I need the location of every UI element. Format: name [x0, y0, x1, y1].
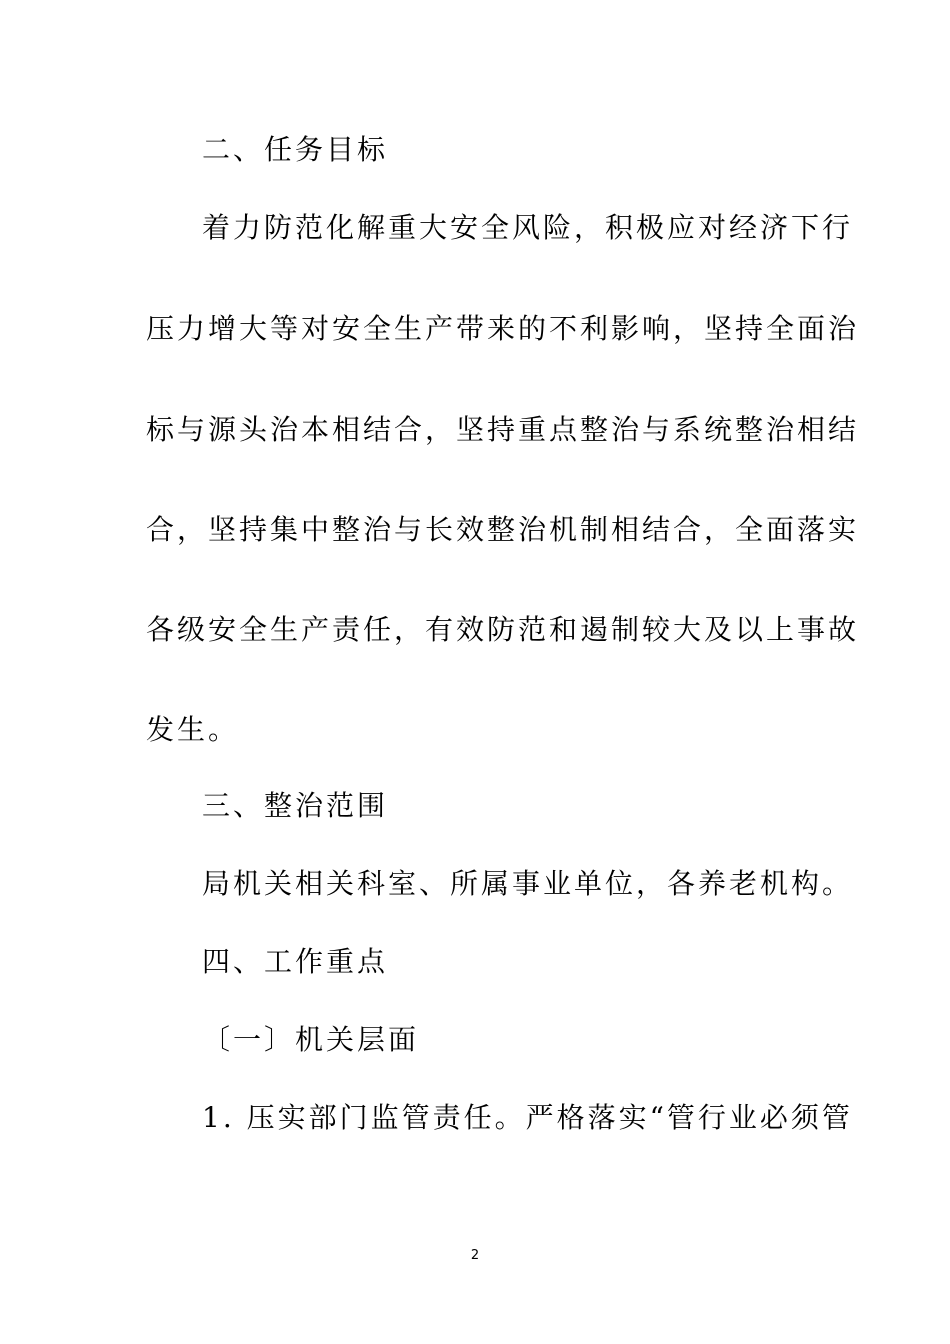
- paragraph-line: 1. 压实部门监管责任。严格落实“管行业必须管: [202, 1101, 853, 1134]
- paragraph-line: 局机关相关科室、所属事业单位，各养老机构。: [202, 867, 854, 900]
- subsection-heading-agency-level: 〔一〕机关层面: [202, 1023, 420, 1056]
- paragraph-line: 压力增大等对安全生产带来的不利影响，坚持全面治: [146, 312, 860, 345]
- paragraph-line: 各级安全生产责任，有效防范和遏制较大及以上事故: [146, 613, 860, 646]
- section-heading-scope: 三、整治范围: [202, 789, 389, 822]
- paragraph-line: 着力防范化解重大安全风险，积极应对经济下行: [202, 211, 854, 244]
- page-number: 2: [470, 1248, 480, 1263]
- section-heading-task-goals: 二、任务目标: [202, 133, 389, 166]
- section-heading-work-focus: 四、工作重点: [202, 945, 389, 978]
- paragraph-line: 发生。: [146, 713, 240, 746]
- paragraph-line: 合，坚持集中整治与长效整治机制相结合，全面落实: [146, 513, 860, 546]
- paragraph-line: 标与源头治本相结合，坚持重点整治与系统整治相结: [146, 413, 860, 446]
